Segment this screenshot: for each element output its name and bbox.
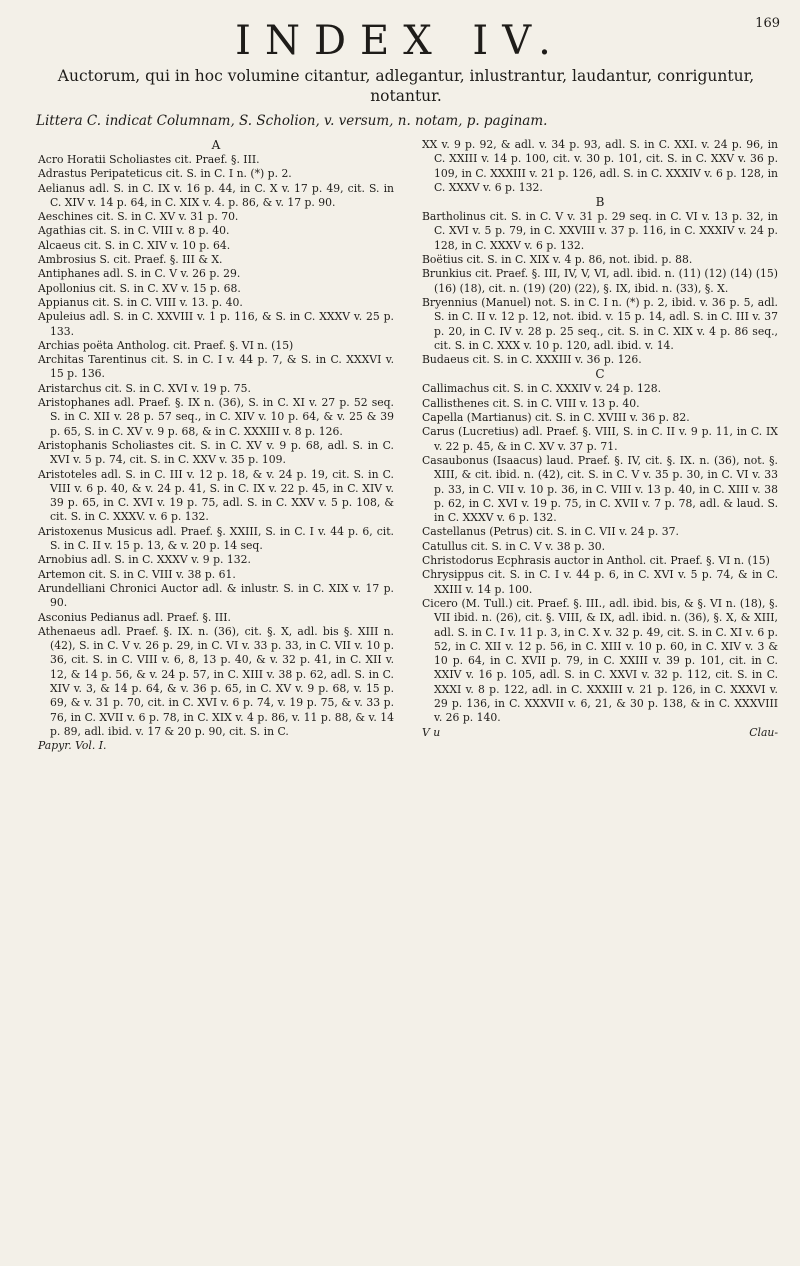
index-entry: Catullus cit. S. in C. V v. 38 p. 30. <box>422 539 606 553</box>
index-entry: Carus (Lucretius) adl. Praef. §. VIII, S. in C. II v. 9 p. 11, in C. IX v. 22 p. 45, & in C. XV v. 37 p. 71. <box>422 425 778 453</box>
section-letter-a: A <box>211 138 221 152</box>
index-entry: Aristoxenus Musicus adl. Praef. §. XXIII, S. in C. I v. 44 p. 6, cit. S. in C. II v. 15 p. 13, & v. 20 p. 14 seq. <box>38 524 394 553</box>
right-entries-continued <box>422 138 778 195</box>
index-entry: Alcaeus cit. S. in C. XIV v. 10 p. 64. <box>38 238 231 252</box>
signature-mark: V u <box>422 725 441 739</box>
index-entry: Arundelliani Chronici Auctor adl. & inlustr. S. in C. XIX v. 17 p. 90. <box>38 581 394 610</box>
page-number: 169 <box>755 16 780 31</box>
index-entry: Aristarchus cit. S. in C. XVI v. 19 p. 75. <box>38 381 251 395</box>
index-entry: Bryennius (Manuel) not. S. in C. I n. (*) p. 2, ibid. v. 36 p. 5, adl. S. in C. II v. 12 p. 12, not. ibid. v. 15 p. 14, adl. S. in C. III v. 37 p. 20, in C. IV v. 28 p. 25 seq., cit. S. in C. XIX v. 4 p. 86 seq., cit. S. in C. XXX v. 10 p. 120, adl. ibid. v. 14. <box>422 295 778 352</box>
right-entries-b <box>422 210 778 367</box>
index-entry: Casaubonus (Isaacus) laud. Praef. §. IV, cit. §. IX. n. (36), not. §. XIII, & cit. ibid. n. (42), cit. S. in C. V v. 35 p. 30, in C. VI v. 33 p. 33, in C. VII v. 10 p. 36, in C. VIII v. 13 p. 40, in C. XIII v. 38 p. 62, in C. XVI v. 19 p. 75, in C. XVII v. 7 p. 78, adl. & laud. S. in C. XXXV v. 6 p. 132. <box>422 453 778 525</box>
index-columns <box>38 138 778 1258</box>
index-entry: Apollonius cit. S. in C. XV v. 15 p. 68. <box>38 281 241 295</box>
section-letter-c: C <box>595 367 605 382</box>
index-entry: Appianus cit. S. in C. VIII v. 13. p. 40. <box>38 295 243 309</box>
abbreviation-legend: Littera C. indicat Columnam, S. Scholion, v. versum, n. notam, p. paginam. <box>36 113 548 129</box>
index-entry: Budaeus cit. S. in C. XXXIII v. 36 p. 126. <box>422 353 642 367</box>
volume-note: Papyr. Vol. I. <box>38 739 107 753</box>
index-entry: Aristophanis Scholiastes cit. S. in C. XV v. 9 p. 68, adl. S. in C. XVI v. 5 p. 74, cit. S. in C. XXV v. 35 p. 109. <box>38 438 394 467</box>
index-entry: Chrysippus cit. S. in C. I v. 44 p. 6, in C. XVI v. 5 p. 74, & in C. XXIII v. 14 p. 100. <box>422 568 778 596</box>
index-entry: Aeschines cit. S. in C. XV v. 31 p. 70. <box>38 210 239 224</box>
right-entries-c <box>422 382 778 725</box>
index-entry: Christodorus Ecphrasis auctor in Anthol. cit. Praef. §. VI n. (15) <box>422 554 770 568</box>
index-entry: Agathias cit. S. in C. VIII v. 8 p. 40. <box>38 224 230 238</box>
index-entry: Brunkius cit. Praef. §. III, IV, V, VI, adl. ibid. n. (11) (12) (14) (15) (16) (18), cit. n. (19) (20) (22), §. IX, ibid. n. (33), §. X. <box>422 267 778 295</box>
index-entry: Archias poëta Antholog. cit. Praef. §. VI n. (15) <box>38 338 294 352</box>
left-footer <box>38 739 394 753</box>
index-entry: Athenaeus adl. Praef. §. IX. n. (36), cit. §. X, adl. bis §. XIII n. (42), S. in C. V v. 26 p. 29, in C. VI v. 33 p. 33, in C. VII v. 10 p. 36, cit. S. in C. VIII v. 6, 8, 13 p. 40, & v. 32 p. 41, in C. XII v. 12, & 14 p. 56, & v. 24 p. 57, in C. XIII v. 38 p. 62, adl. S. in C. XIV v. 3, & 14 p. 64, & v. 36 p. 65, in C. XV v. 9 p. 68, v. 15 p. 69, & v. 31 p. 70, cit. in C. XVI v. 6 p. 74, v. 19 p. 75, & v. 33 p. 76, in C. XVII v. 6 p. 78, in C. XIX v. 4 p. 86, v. 11 p. 88, & v. 14 p. 89, adl. ibid. v. 17 & 20 p. 90, cit. S. in C. <box>38 624 394 738</box>
index-entry: Aristoteles adl. S. in C. III v. 12 p. 18, & v. 24 p. 19, cit. S. in C. VIII v. 6 p. 40, & v. 24 p. 41, S. in C. IX v. 22 p. 45, in C. XIV v. 39 p. 65, in C. XVI v. 19 p. 75, adl. S. in C. XXV v. 5 p. 108, & cit. S. in C. XXXV. v. 6 p. 132. <box>38 467 394 524</box>
left-entries <box>38 153 394 739</box>
index-entry: Antiphanes adl. S. in C. V v. 26 p. 29. <box>38 267 241 281</box>
index-entry: XX v. 9 p. 92, & adl. v. 34 p. 93, adl. S. in C. XXI. v. 24 p. 96, in C. XXIII v. 14 p. 100, cit. v. 30 p. 101, cit. S. in C. XXV v. 36 p. 109, in C. XXXIII v. 21 p. 126, adl. S. in C. XXXIV v. 6 p. 128, in C. XXXV v. 6 p. 132. <box>422 138 778 194</box>
index-entry: Aristophanes adl. Praef. §. IX n. (36), S. in C. XI v. 27 p. 52 seq. S. in C. XII v. 28 p. 57 seq., in C. XIV v. 10 p. 64, & v. 25 & 39 p. 65, S. in C. XV v. 9 p. 68, & in C. XXXIII v. 8 p. 126. <box>38 396 394 438</box>
index-entry: Arnobius adl. S. in C. XXXV v. 9 p. 132. <box>38 553 251 567</box>
index-entry: Boëtius cit. S. in C. XIX v. 4 p. 86, not. ibid. p. 88. <box>422 253 693 267</box>
index-entry: Architas Tarentinus cit. S. in C. I v. 44 p. 7, & S. in C. XXXVI v. 15 p. 136. <box>38 353 394 381</box>
index-entry: Castellanus (Petrus) cit. S. in C. VII v. 24 p. 37. <box>422 525 679 539</box>
index-entry: Adrastus Peripateticus cit. S. in C. I n. (*) p. 2. <box>38 167 292 181</box>
index-entry: Artemon cit. S. in C. VIII v. 38 p. 61. <box>38 567 236 581</box>
index-entry: Cicero (M. Tull.) cit. Praef. §. III., adl. ibid. bis, & §. VI n. (18), §. VII ibid. n. (26), cit. §. VIII, & IX, adl. ibid. n. (36), §. X, & XIII, adl. S. in C. I v. 11 p. 3, in C. X v. 32 p. 49, cit. S. in C. XI v. 6 p. 52, in C. XII v. 12 p. 56, in C. XIII v. 10 p. 60, in C. XIV v. 3 & 10 p. 64, in C. XVII p. 79, in C. XXIII v. 39 p. 101, cit. in C. XXIV v. 16 p. 105, adl. S. in C. XXVI v. 32 p. 112, cit. S. in C. XXXI v. 8 p. 122, adl. in C. XXXIII v. 21 p. 126, in C. XXXVI v. 29 p. 136, in C. XXXVII v. 6, 21, & 30 p. 138, & in C. XXXVIII v. 26 p. 140. <box>422 596 778 725</box>
index-entry: Acro Horatii Scholiastes cit. Praef. §. III. <box>38 153 260 166</box>
catchword: Clau- <box>749 725 778 739</box>
index-entry: Bartholinus cit. S. in C. V v. 31 p. 29 seq. in C. VI v. 13 p. 32, in C. XVI v. 5 p. 79, in C. XXVIII v. 37 p. 116, in C. XXXIV v. 24 p. 128, in C. XXXV v. 6 p. 132. <box>422 210 778 252</box>
index-entry: Callisthenes cit. S. in C. VIII v. 13 p. 40. <box>422 396 640 410</box>
index-entry: Capella (Martianus) cit. S. in C. XVIII v. 36 p. 82. <box>422 411 690 425</box>
page-subtitle: Auctorum, qui in hoc volumine citantur, adlegantur, inlustrantur, laudantur, conriguntur, notantur. <box>57 67 755 105</box>
index-entry: Asconius Pedianus adl. Praef. §. III. <box>38 610 231 624</box>
section-letter-b: B <box>595 195 605 210</box>
page-title: INDEX IV. <box>235 18 565 64</box>
left-column <box>38 138 394 1258</box>
index-entry: Aelianus adl. S. in C. IX v. 16 p. 44, in C. X v. 17 p. 49, cit. S. in C. XIV v. 14 p. 64, in C. XIX v. 4. p. 86, & v. 17 p. 90. <box>38 181 394 209</box>
index-entry: Ambrosius S. cit. Praef. §. III & X. <box>38 253 223 267</box>
right-footer <box>422 726 778 740</box>
index-entry: Apuleius adl. S. in C. XXVIII v. 1 p. 116, & S. in C. XXXV v. 25 p. 133. <box>38 310 394 338</box>
right-column <box>422 138 778 1258</box>
index-entry: Callimachus cit. S. in C. XXXIV v. 24 p. 128. <box>422 382 662 396</box>
